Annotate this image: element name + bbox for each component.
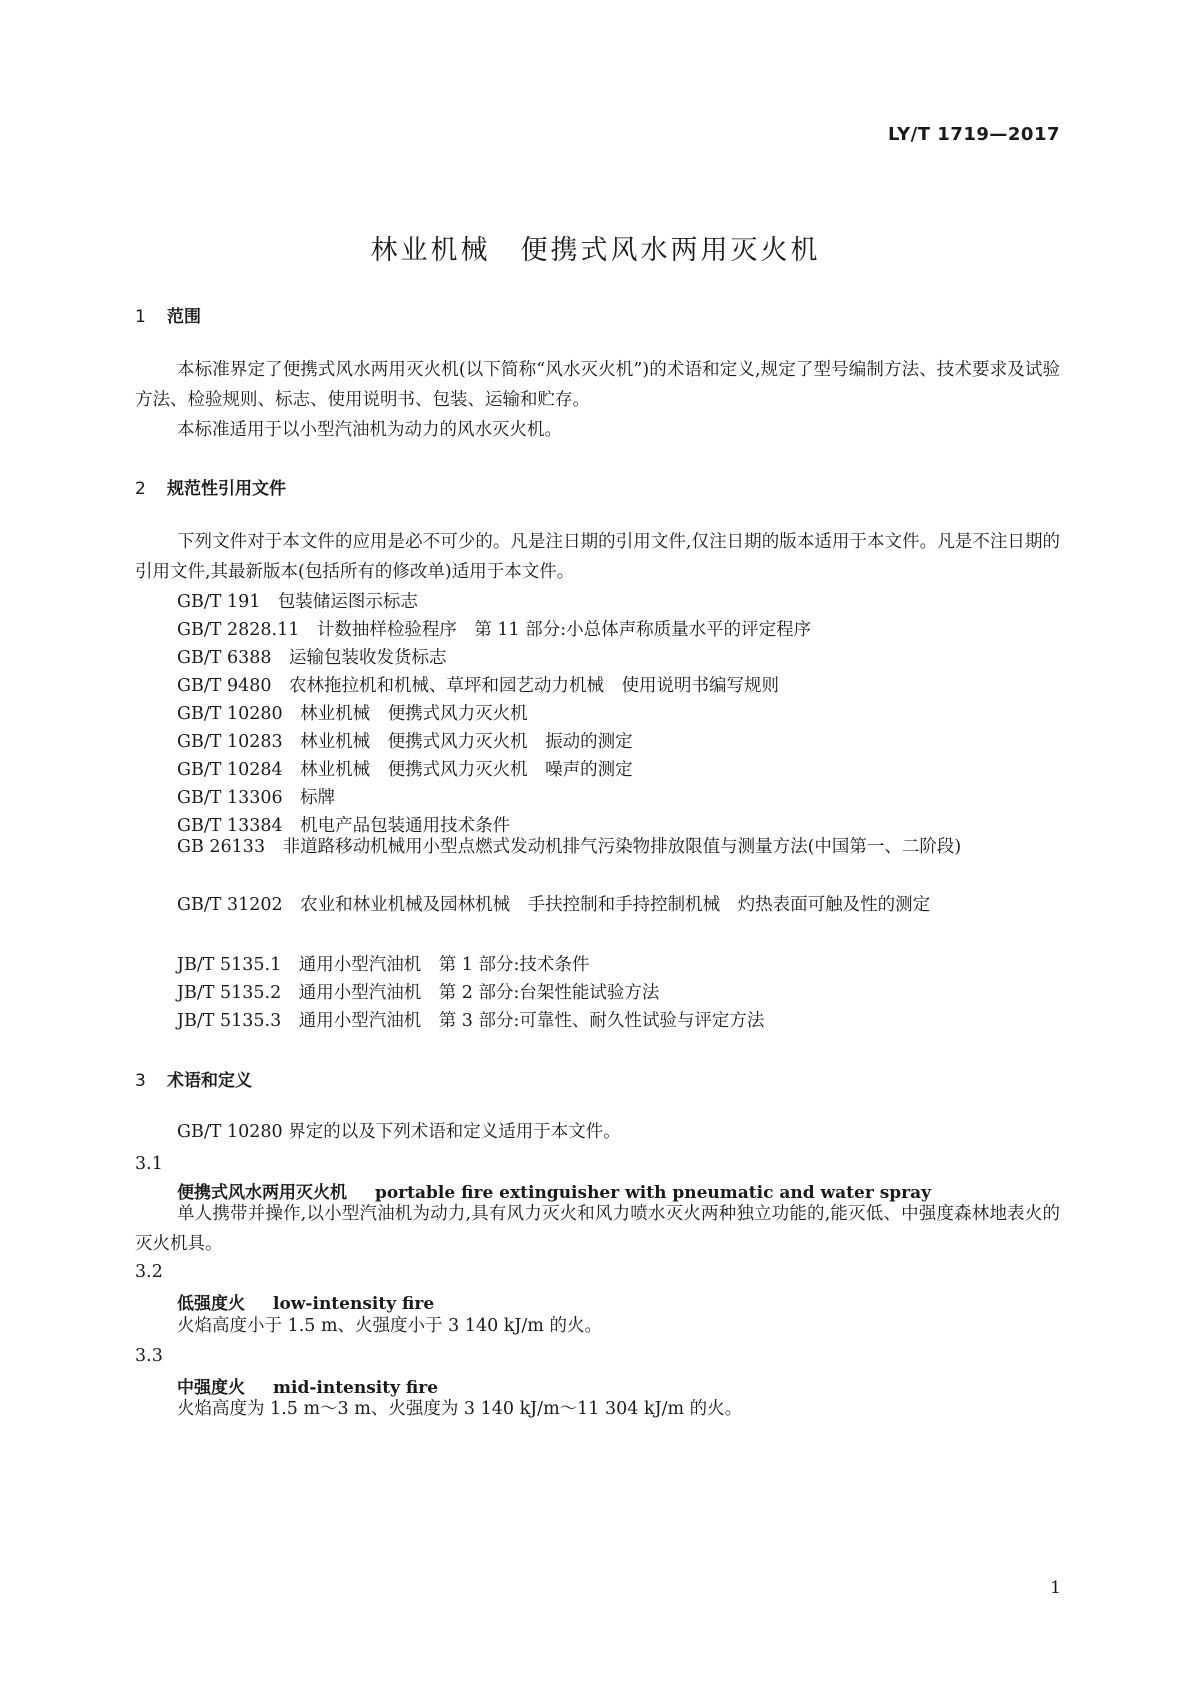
- reference-item: GB/T 13384 机电产品包装通用技术条件: [177, 816, 511, 836]
- term-title: 低强度火 low-intensity fire: [177, 1294, 435, 1314]
- reference-item: JB/T 5135.2 通用小型汽油机 第 2 部分:台架性能试验方法: [177, 983, 660, 1003]
- reference-item: JB/T 5135.3 通用小型汽油机 第 3 部分:可靠性、耐久性试验与评定方法: [177, 1011, 765, 1031]
- section-heading-2: 2 规范性引用文件: [135, 479, 286, 499]
- terms-intro: GB/T 10280 界定的以及下列术语和定义适用于本文件。: [177, 1122, 621, 1142]
- term-title: 中强度火 mid-intensity fire: [177, 1378, 439, 1398]
- scope-paragraph-2: 本标准适用于以小型汽油机为动力的风水灭火机。: [177, 420, 562, 440]
- reference-item: GB/T 2828.11 计数抽样检验程序 第 11 部分:小总体声称质量水平的评定程序: [177, 620, 812, 640]
- section-heading-1: 1 范围: [135, 307, 201, 327]
- reference-item: GB/T 6388 运输包装收发货标志: [177, 648, 447, 668]
- reference-item: GB/T 10283 林业机械 便携式风力灭火机 振动的测定: [177, 732, 633, 752]
- term-definition: 单人携带并操作,以小型汽油机为动力,具有风力灭火和风力喷水灭火两种独立功能的,能灭低、中强度森林地表火的灭火机具。: [135, 1204, 1060, 1254]
- reference-item: JB/T 5135.1 通用小型汽油机 第 1 部分:技术条件: [177, 955, 590, 975]
- reference-item: GB/T 10284 林业机械 便携式风力灭火机 噪声的测定: [177, 760, 633, 780]
- reference-item: GB/T 13306 标牌: [177, 788, 336, 808]
- scope-paragraph-1: 本标准界定了便携式风水两用灭火机(以下简称“风水灭火机”)的术语和定义,规定了型号编制方法、技术要求及试验方法、检验规则、标志、使用说明书、包装、运输和贮存。: [135, 360, 1060, 410]
- section-heading-3: 3 术语和定义: [135, 1071, 252, 1091]
- document-title: 林业机械 便携式风水两用灭火机: [370, 235, 821, 266]
- term-number: 3.3: [135, 1346, 163, 1366]
- page-number: 1: [1050, 1578, 1061, 1598]
- reference-item: GB/T 10280 林业机械 便携式风力灭火机: [177, 704, 528, 724]
- term-number: 3.2: [135, 1262, 163, 1282]
- reference-item: GB/T 31202 农业和林业机械及园林机械 手扶控制和手持控制机械 灼热表面可触及性的测定: [177, 895, 931, 915]
- reference-item: GB/T 191 包装储运图示标志: [177, 592, 418, 612]
- term-definition: 火焰高度为 1.5 m～3 m、火强度为 3 140 kJ/m～11 304 kJ/m 的火。: [177, 1399, 743, 1419]
- term-definition: 火焰高度小于 1.5 m、火强度小于 3 140 kJ/m 的火。: [177, 1316, 602, 1336]
- normative-intro: 下列文件对于本文件的应用是必不可少的。凡是注日期的引用文件,仅注日期的版本适用于本文件。凡是不注日期的引用文件,其最新版本(包括所有的修改单)适用于本文件。: [135, 532, 1060, 582]
- term-number: 3.1: [135, 1154, 163, 1174]
- reference-item: GB/T 9480 农林拖拉机和机械、草坪和园艺动力机械 使用说明书编写规则: [177, 676, 780, 696]
- term-title: 便携式风水两用灭火机 portable fire extinguisher with pneumatic and water spray: [177, 1183, 932, 1203]
- standard-code: LY/T 1719—2017: [887, 124, 1060, 145]
- reference-item: GB 26133 非道路移动机械用小型点燃式发动机排气污染物排放限值与测量方法(中国第一、二阶段): [177, 837, 962, 857]
